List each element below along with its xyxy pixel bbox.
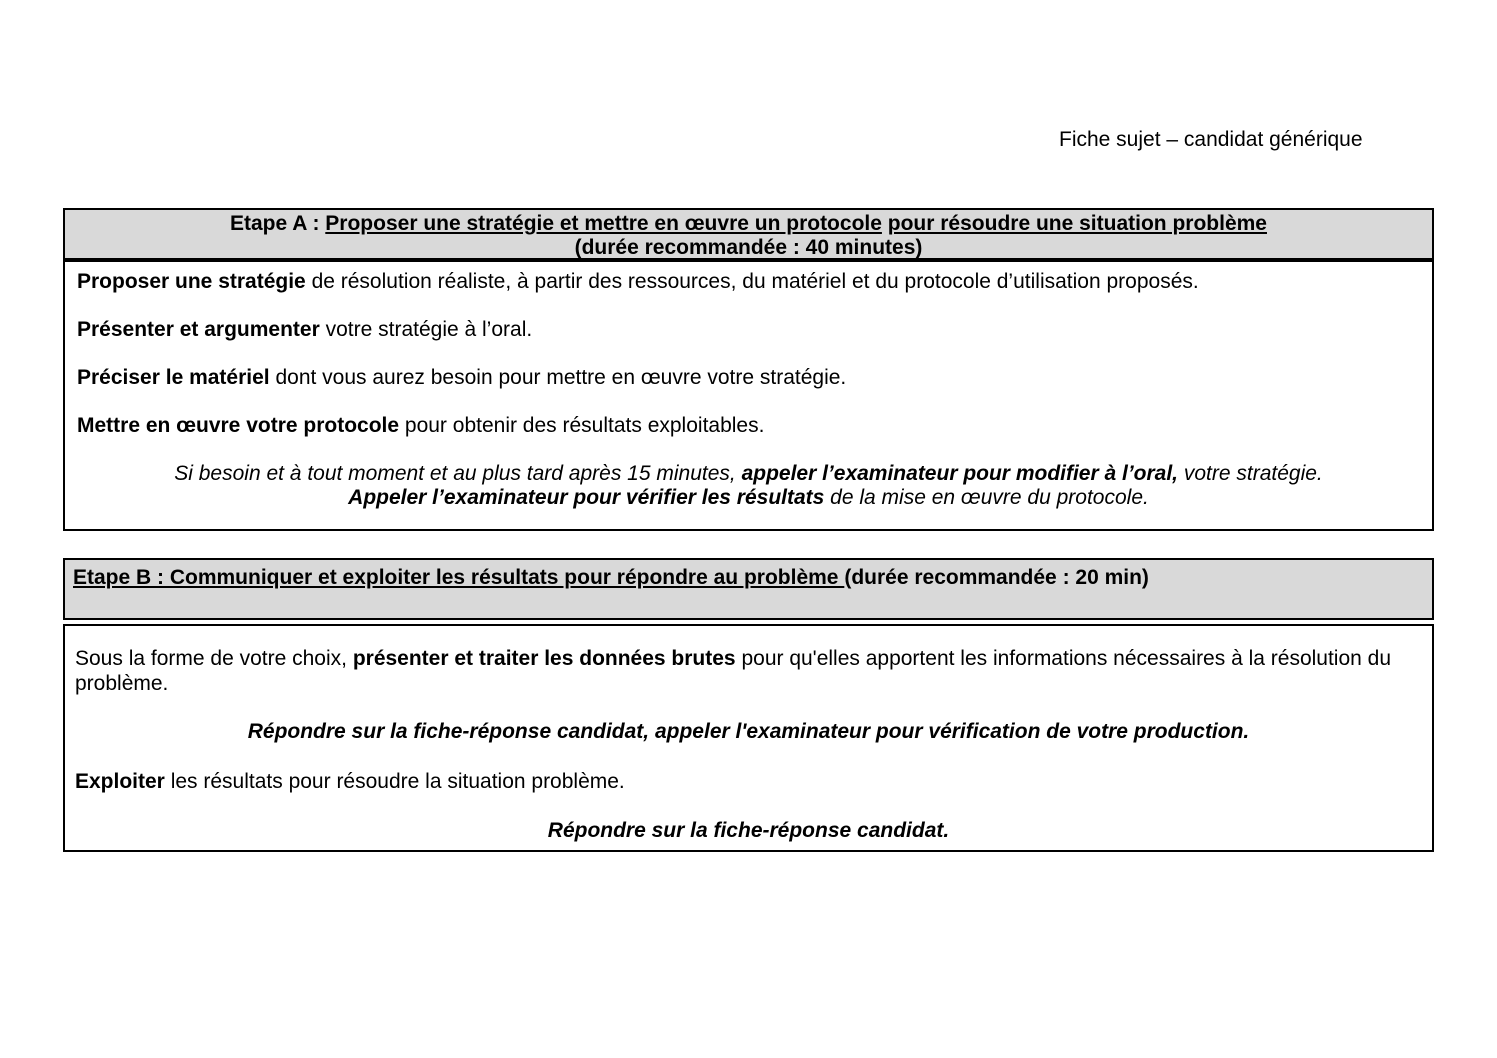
instruction-exploiter-bold: Exploiter — [75, 770, 165, 793]
etape-a-title-duration: (durée recommandée : 40 minutes) — [574, 236, 923, 259]
instruction-presenter-rest: votre stratégie à l’oral. — [319, 318, 533, 341]
instruction-preciser — [77, 366, 1420, 390]
instruction-exploiter-rest: les résultats pour résoudre la situation problème. — [164, 770, 625, 793]
instruction-proposer-bold: Proposer une stratégie — [77, 270, 306, 293]
etape-a-header-box — [63, 208, 1434, 260]
call-examiner-line1 — [77, 462, 1420, 486]
instruction-exploiter — [75, 769, 1422, 794]
etape-a-title-line1 — [65, 212, 1432, 236]
instruction-preciser-bold: Préciser le matériel — [77, 366, 270, 389]
instruction-presenter-bold: Présenter et argumenter — [77, 318, 320, 341]
repondre-fiche-reponse: Répondre sur la fiche-réponse candidat. — [547, 819, 950, 842]
instruction-preciser-rest: dont vous aurez besoin pour mettre en œuvre votre stratégie. — [269, 366, 847, 389]
repondre-fiche-reponse-verification: Répondre sur la fiche-réponse candidat, appeler l'examinateur pour vérification de votre production. — [247, 720, 1250, 743]
instruction-presenter — [77, 318, 1420, 342]
instruction-mettre — [77, 414, 1420, 438]
etape-a-title-prefix: Etape A : — [230, 212, 326, 235]
instruction-proposer-rest: de résolution réaliste, à partir des ressources, du matériel et du protocole d’utilisation proposés. — [305, 270, 1199, 293]
call-examiner-line2-bold: Appeler l’examinateur pour vérifier les résultats — [348, 486, 825, 509]
instruction-presenter-traiter-rest: pour qu'elles apportent les informations nécessaires à la résolution du problème. — [75, 647, 1392, 695]
etape-a-title-underlined-1: Proposer une stratégie et mettre en œuvre un protocole — [325, 212, 882, 235]
call-examiner-line2-rest: de la mise en œuvre du protocole. — [824, 486, 1149, 509]
instruction-mettre-rest: pour obtenir des résultats exploitables. — [399, 414, 765, 437]
call-examiner-line1-lead: Si besoin et à tout moment et au plus tard après 15 minutes, — [174, 462, 742, 485]
call-examiner-line2 — [77, 486, 1420, 510]
etape-b-body-box — [63, 624, 1434, 852]
instruction-presenter-traiter-bold: présenter et traiter les données brutes — [352, 647, 736, 670]
instruction-mettre-bold: Mettre en œuvre votre protocole — [77, 414, 400, 437]
call-examiner-line1-bold: appeler l’examinateur pour modifier à l’oral, — [741, 462, 1179, 485]
etape-b-title-duration: (durée recommandée : 20 min) — [844, 566, 1149, 589]
document-header-title: Fiche sujet – candidat générique — [1059, 128, 1363, 151]
etape-a-title-underlined-2: pour résoudre une situation problème — [887, 212, 1267, 235]
etape-b-title-underlined: Etape B : Communiquer et exploiter les résultats pour répondre au problème — [73, 566, 845, 589]
instruction-proposer — [77, 270, 1420, 294]
instruction-presenter-traiter-lead: Sous la forme de votre choix, — [75, 647, 353, 670]
call-examiner-line1-rest: votre stratégie. — [1178, 462, 1323, 485]
etape-b-title-line — [73, 565, 1424, 591]
instruction-presenter-traiter — [75, 646, 1422, 696]
etape-b-header-box — [63, 558, 1434, 620]
etape-a-body-box — [63, 260, 1434, 531]
